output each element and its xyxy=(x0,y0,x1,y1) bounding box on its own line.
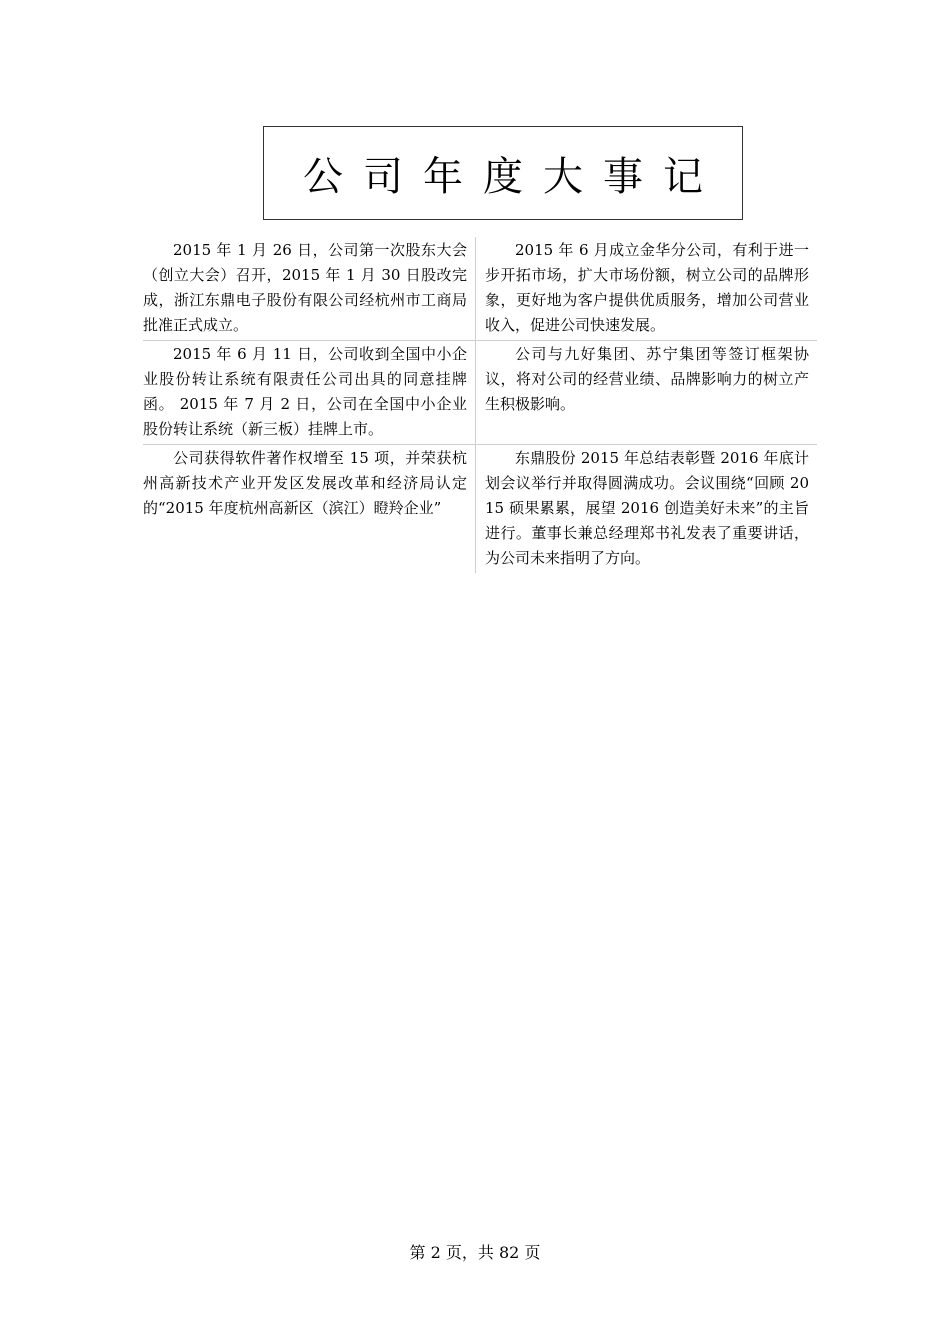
events-row-2 xyxy=(143,340,817,444)
event-cell-right: 公司与九好集团、苏宁集团等签订框架协议，将对公司的经营业绩、品牌影响力的树立产生积极影响。 xyxy=(485,345,809,413)
events-table xyxy=(143,237,817,573)
event-cell-right: 东鼎股份 2015 年总结表彰暨 2016 年底计划会议举行并取得圆满成功。会议围绕“回顾 2015 硕果累累，展望 2016 创造美好未来”的主旨进行。董事长兼总经理郑书礼发表了重要讲话，为公司未来指明了方向。 xyxy=(485,449,809,567)
event-cell-right: 2015 年 6 月成立金华分公司，有利于进一步开拓市场，扩大市场份额，树立公司的品牌形象，更好地为客户提供优质服务，增加公司营业收入，促进公司快速发展。 xyxy=(485,241,809,334)
page-footer: 第 2 页，共 82 页 xyxy=(409,1243,541,1262)
events-row-1 xyxy=(143,237,817,340)
events-row-3 xyxy=(143,444,817,573)
event-cell-left: 公司获得软件著作权增至 15 项，并荣获杭州高新技术产业开发区发展改革和经济局认定的“2015 年度杭州高新区（滨江）瞪羚企业” xyxy=(143,445,476,573)
title-box xyxy=(263,126,743,220)
event-cell-left: 2015 年 1 月 26 日，公司第一次股东大会（创立大会）召开，2015 年 1 月 30 日股改完成，浙江东鼎电子股份有限公司经杭州市工商局批准正式成立。 xyxy=(143,237,476,340)
page-title: 公司年度大事记 xyxy=(303,153,723,200)
event-cell-left: 2015 年 6 月 11 日，公司收到全国中小企业股份转让系统有限责任公司出具的同意挂牌函。 2015 年 7 月 2 日，公司在全国中小企业股份转让系统（新三板）挂牌上市。 xyxy=(143,341,476,444)
